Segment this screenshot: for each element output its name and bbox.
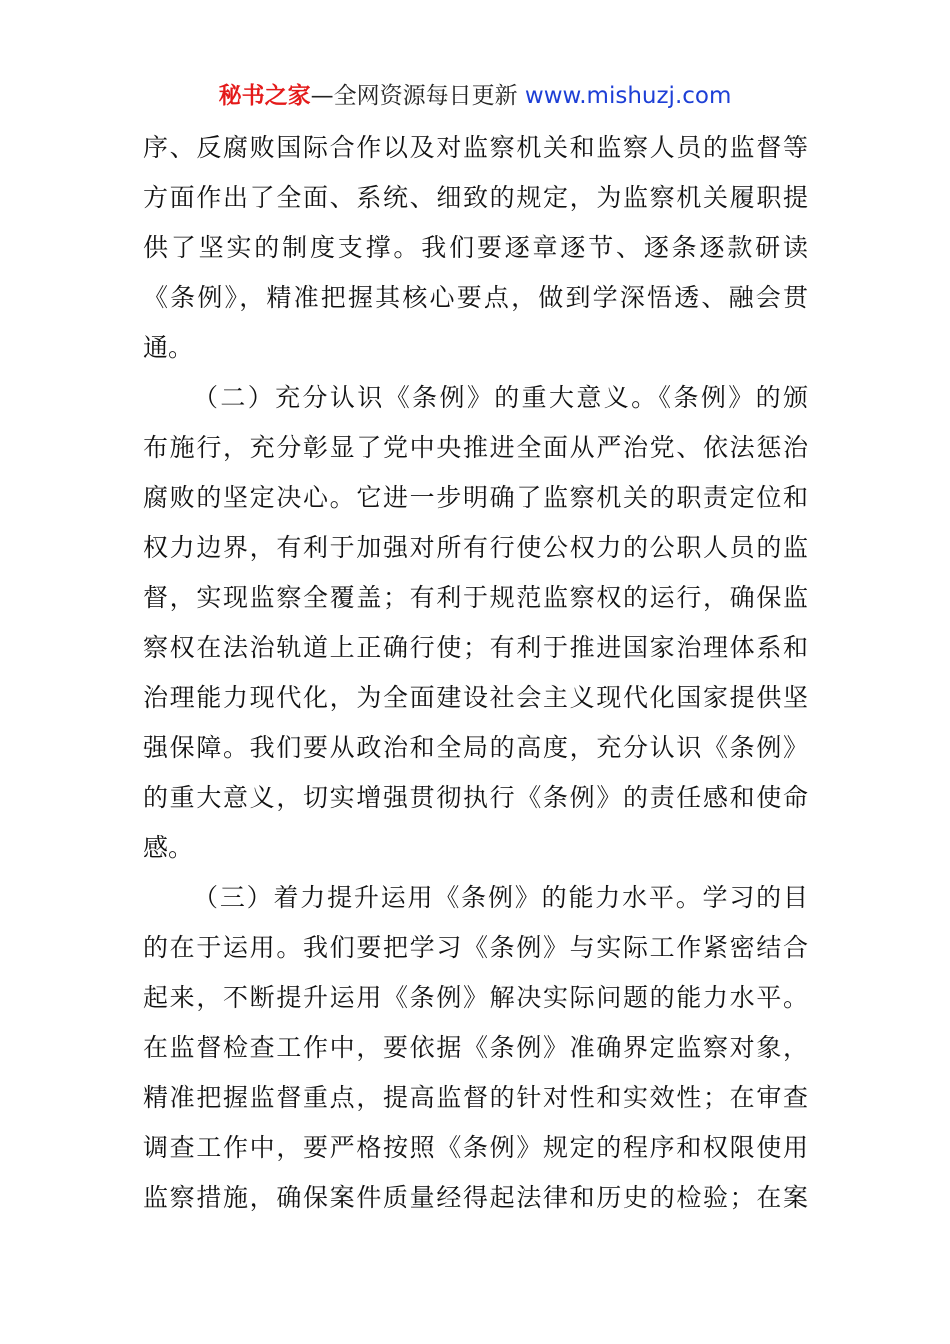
text-line: 权力边界，有利于加强对所有行使公权力的公职人员的监 bbox=[143, 533, 808, 562]
document-body bbox=[143, 123, 808, 1223]
text-line: 察权在法治轨道上正确行使；有利于推进国家治理体系和 bbox=[143, 633, 808, 662]
text-line: 强保障。我们要从政治和全局的高度，充分认识《条例》 bbox=[143, 733, 808, 762]
text-line: 的在于运用。我们要把学习《条例》与实际工作紧密结合 bbox=[143, 933, 808, 962]
text-line: 供了坚实的制度支撑。我们要逐章逐节、逐条逐款研读 bbox=[143, 233, 808, 262]
text-line: 监察措施，确保案件质量经得起法律和历史的检验；在案 bbox=[143, 1183, 808, 1212]
brand-name: 秘书之家 bbox=[218, 83, 311, 109]
paragraph-application bbox=[143, 873, 808, 1223]
page-header bbox=[0, 80, 950, 112]
paragraph-continuation bbox=[143, 123, 808, 373]
text-line: （二）充分认识《条例》的重大意义。《条例》的颁 bbox=[193, 383, 808, 412]
text-line: 督，实现监察全覆盖；有利于规范监察权的运行，确保监 bbox=[143, 583, 808, 612]
paragraph-significance bbox=[143, 373, 808, 873]
text-line: 方面作出了全面、系统、细致的规定，为监察机关履职提 bbox=[143, 183, 808, 212]
text-line: 通。 bbox=[143, 333, 194, 362]
website-link[interactable]: www.mishuzj.com bbox=[524, 83, 732, 109]
text-line: 起来，不断提升运用《条例》解决实际问题的能力水平。 bbox=[143, 983, 808, 1012]
text-line: 调查工作中，要严格按照《条例》规定的程序和权限使用 bbox=[143, 1133, 808, 1162]
text-line: 的重大意义，切实增强贯彻执行《条例》的责任感和使命 bbox=[143, 783, 808, 812]
text-line: 治理能力现代化，为全面建设社会主义现代化国家提供坚 bbox=[143, 683, 808, 712]
text-line: 在监督检查工作中，要依据《条例》准确界定监察对象， bbox=[143, 1033, 808, 1062]
text-line: 布施行，充分彰显了党中央推进全面从严治党、依法惩治 bbox=[143, 433, 808, 462]
text-line: 精准把握监督重点，提高监督的针对性和实效性；在审查 bbox=[143, 1083, 808, 1112]
header-tagline: —全网资源每日更新 bbox=[310, 83, 518, 109]
text-line: 序、反腐败国际合作以及对监察机关和监察人员的监督等 bbox=[143, 133, 808, 162]
text-line: （三）着力提升运用《条例》的能力水平。学习的目 bbox=[193, 883, 808, 912]
text-line: 《条例》，精准把握其核心要点，做到学深悟透、融会贯 bbox=[143, 283, 808, 312]
text-line: 感。 bbox=[143, 833, 194, 862]
text-line: 腐败的坚定决心。它进一步明确了监察机关的职责定位和 bbox=[143, 483, 808, 512]
